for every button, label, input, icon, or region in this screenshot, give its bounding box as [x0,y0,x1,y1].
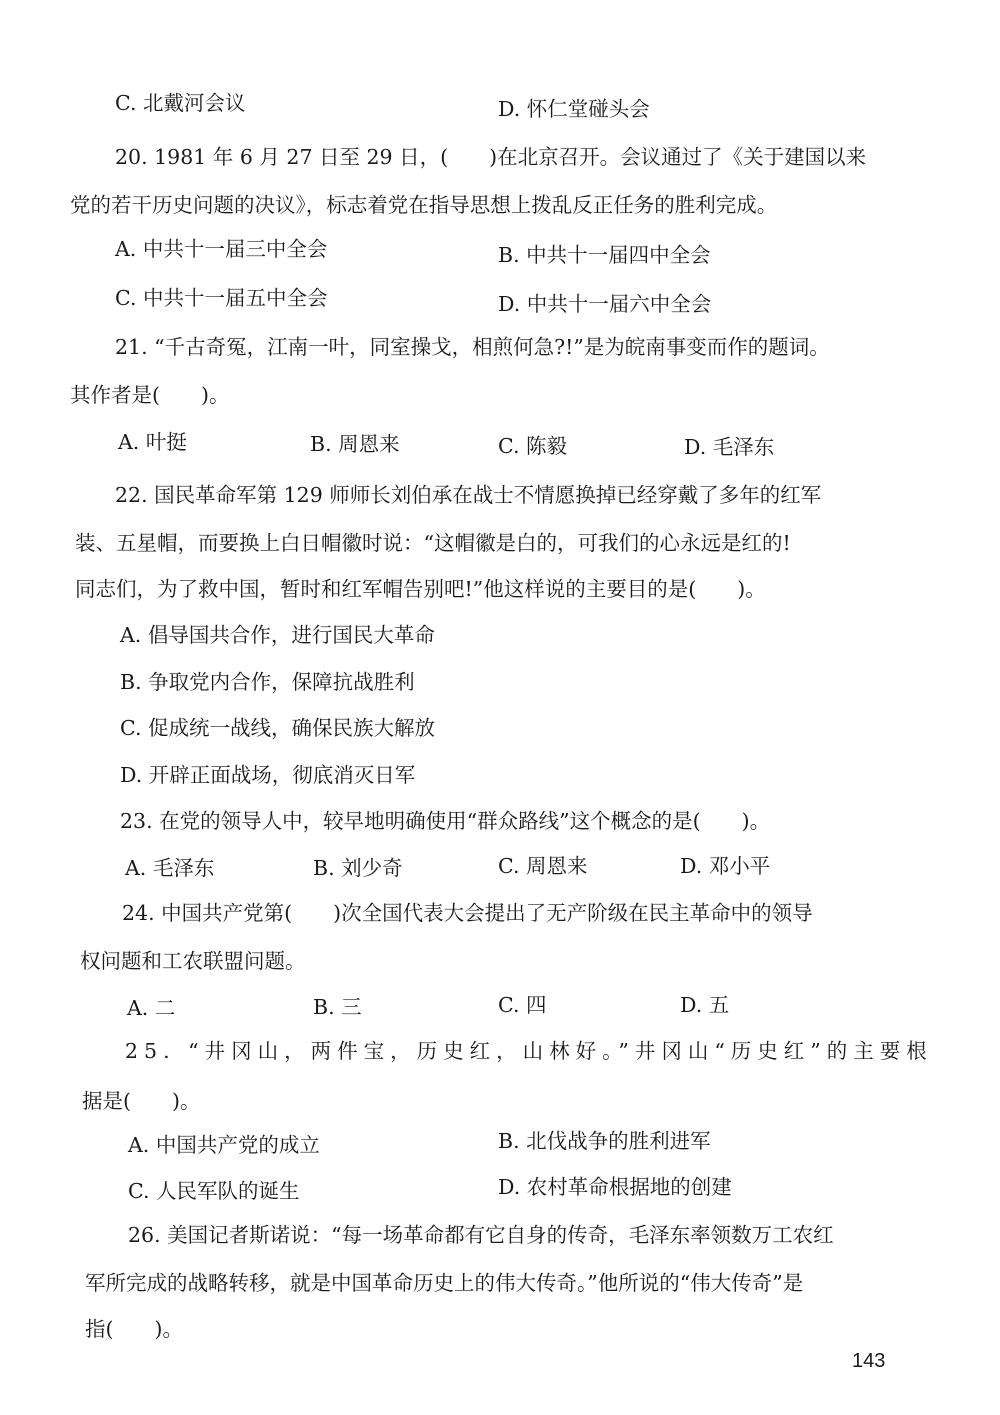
q19-option-d: D. 怀仁堂碰头会 [498,97,650,121]
page-number: 143 [852,1350,886,1372]
q23-option-c: C. 周恩来 [498,854,588,878]
q21-stem-line1: 21. “千古奇冤，江南一叶，同室操戈，相煎何急?!”是为皖南事变而作的题词。 [115,335,830,359]
q21-option-d: D. 毛泽东 [684,435,775,459]
q20-option-d: D. 中共十一届六中全会 [498,292,712,316]
q20-stem-line1: 20. 1981 年 6 月 27 日至 29 日，( )在北京召开。会议通过了《关于建国以来 [115,145,867,169]
q21-option-c: C. 陈毅 [498,434,567,458]
q26-stem-line2: 军所完成的战略转移，就是中国革命历史上的伟大传奇。”他所说的“伟大传奇”是 [85,1271,804,1295]
q25-option-c: C. 人民军队的诞生 [128,1179,300,1203]
q22-option-a: A. 倡导国共合作，进行国民大革命 [120,623,435,647]
q26-stem-line3: 指( )。 [85,1317,183,1341]
q21-option-a: A. 叶挺 [118,430,187,454]
q20-stem-line2: 党的若干历史问题的决议》，标志着党在指导思想上拨乱反正任务的胜利完成。 [70,193,778,217]
q22-stem-line2: 装、五星帽，而要换上白日帽徽时说：“这帽徽是白的，可我们的心永远是红的! [75,531,791,555]
q24-option-b: B. 三 [313,995,362,1019]
q22-option-b: B. 争取党内合作，保障抗战胜利 [120,670,415,694]
q20-option-c: C. 中共十一届五中全会 [115,286,328,310]
q22-option-d: D. 开辟正面战场，彻底消灭日军 [120,763,416,787]
q22-option-c: C. 促成统一战线，确保民族大解放 [120,716,435,740]
q20-option-a: A. 中共十一届三中全会 [115,237,328,261]
q25-stem-line1: 25. “井冈山，两件宝，历史红，山林好。”井冈山“历史红”的主要根 [125,1039,933,1063]
q24-option-c: C. 四 [498,993,547,1017]
q19-option-c: C. 北戴河会议 [115,91,246,115]
q22-stem-line3: 同志们，为了救中国，暂时和红军帽告别吧!”他这样说的主要目的是( )。 [75,577,766,601]
q23-option-a: A. 毛泽东 [125,856,215,880]
q25-option-a: A. 中国共产党的成立 [128,1133,320,1157]
q26-stem-line1: 26. 美国记者斯诺说：“每一场革命都有它自身的传奇，毛泽东率领数万工农红 [128,1223,834,1247]
q25-option-d: D. 农村革命根据地的创建 [498,1175,732,1199]
q24-stem-line2: 权问题和工农联盟问题。 [80,949,306,973]
q22-stem-line1: 22. 国民革命军第 129 师师长刘伯承在战士不情愿换掉已经穿戴了多年的红军 [115,483,822,507]
q23-option-b: B. 刘少奇 [313,856,403,880]
q25-option-b: B. 北伐战争的胜利进军 [498,1129,711,1153]
q21-stem-line2: 其作者是( )。 [70,383,230,407]
q23-option-d: D. 邓小平 [680,854,771,878]
q25-stem-line2: 据是( )。 [82,1089,201,1113]
q24-stem-line1: 24. 中国共产党第( )次全国代表大会提出了无产阶级在民主革命中的领导 [122,901,813,925]
q23-stem-line1: 23. 在党的领导人中，较早地明确使用“群众路线”这个概念的是( )。 [120,809,771,833]
q24-option-d: D. 五 [680,993,730,1017]
q21-option-b: B. 周恩来 [310,432,400,456]
q20-option-b: B. 中共十一届四中全会 [498,243,711,267]
q24-option-a: A. 二 [127,996,176,1020]
